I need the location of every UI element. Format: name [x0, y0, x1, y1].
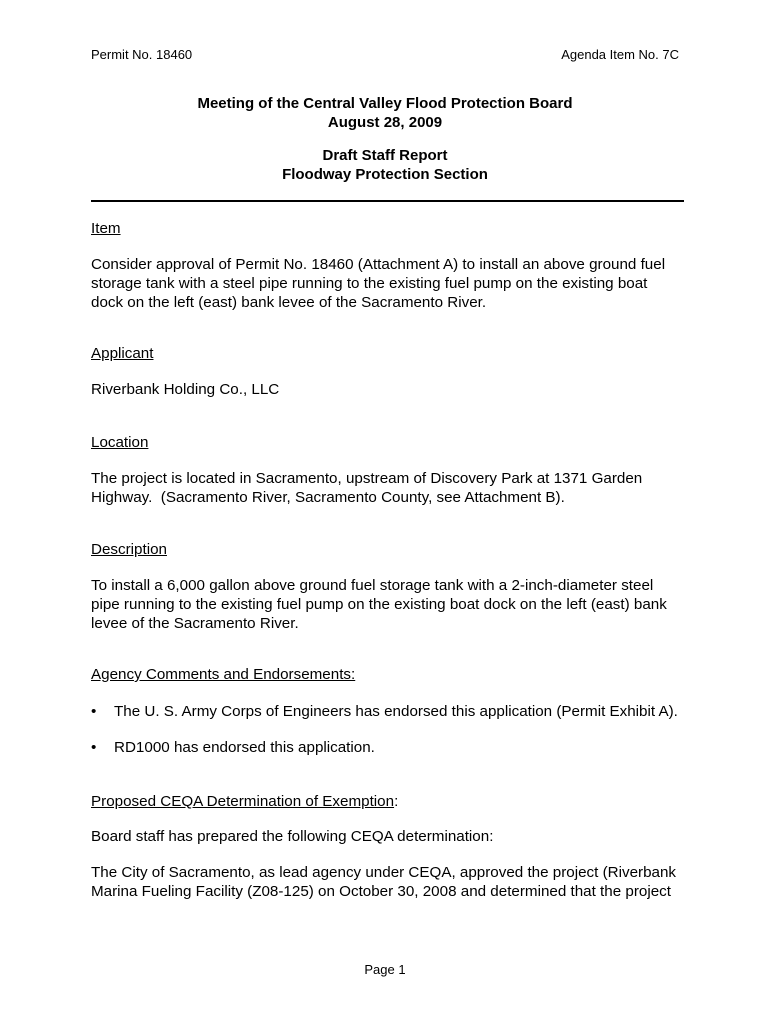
ceqa-line: The City of Sacramento, as lead agency under CEQA, approved the project (Riverbank — [91, 864, 677, 881]
ceqa-heading — [91, 792, 398, 811]
item-line: Consider approval of Permit No. 18460 (Attachment A) to install an above ground fuel — [91, 256, 666, 273]
applicant-heading-text: Applicant — [91, 345, 154, 362]
location-heading-text: Location — [91, 434, 149, 451]
page-number: Page 1 — [364, 962, 406, 977]
ceqa-heading-text: Proposed CEQA Determination of Exemption — [91, 793, 395, 810]
ceqa-intro: Board staff has prepared the following CEQA determination: — [91, 828, 494, 845]
applicant-name: Riverbank Holding Co., LLC — [91, 381, 280, 398]
permit-number-header: Permit No. 18460 — [91, 47, 193, 62]
ceqa-paragraph — [91, 863, 691, 901]
agency-bullet-text: The U. S. Army Corps of Engineers has endorsed this application (Permit Exhibit A). — [114, 703, 678, 720]
agenda-item-header: Agenda Item No. 7C — [561, 47, 679, 62]
location-heading — [91, 433, 148, 452]
location-paragraph — [91, 469, 691, 507]
description-line: To install a 6,000 gallon above ground fuel storage tank with a 2-inch-diameter steel — [91, 577, 654, 594]
meeting-title-block — [0, 94, 770, 132]
description-line: levee of the Sacramento River. — [91, 615, 299, 632]
agency-heading-text: Agency Comments and Endorsements: — [91, 666, 356, 683]
report-title-block — [0, 146, 770, 184]
bullet-icon: • — [91, 703, 97, 720]
location-line: Highway. (Sacramento River, Sacramento County, see Attachment B). — [91, 489, 565, 506]
bullet-icon: • — [91, 739, 97, 756]
description-line: pipe running to the existing fuel pump on the existing boat dock on the left (east) bank — [91, 596, 667, 613]
description-paragraph — [91, 576, 691, 633]
item-line: storage tank with a steel pipe running to the existing fuel pump on the existing boat — [91, 275, 648, 292]
description-heading — [91, 540, 167, 559]
description-heading-text: Description — [91, 541, 167, 558]
meeting-date: August 28, 2009 — [327, 114, 443, 131]
title-divider — [91, 200, 684, 202]
meeting-title: Meeting of the Central Valley Flood Protection Board — [197, 95, 573, 112]
applicant-heading — [91, 344, 153, 363]
item-heading-text: Item — [91, 220, 121, 237]
ceqa-line: Marina Fueling Facility (Z08-125) on October 30, 2008 and determined that the project — [91, 883, 671, 900]
section-title: Floodway Protection Section — [282, 166, 488, 183]
agency-bullet-text: RD1000 has endorsed this application. — [114, 739, 375, 756]
item-heading — [91, 219, 121, 238]
item-paragraph — [91, 255, 691, 312]
ceqa-heading-colon: : — [394, 793, 399, 810]
agency-heading — [91, 665, 355, 684]
report-title: Draft Staff Report — [322, 147, 448, 164]
location-line: The project is located in Sacramento, upstream of Discovery Park at 1371 Garden — [91, 470, 643, 487]
item-line: dock on the left (east) bank levee of the Sacramento River. — [91, 294, 487, 311]
